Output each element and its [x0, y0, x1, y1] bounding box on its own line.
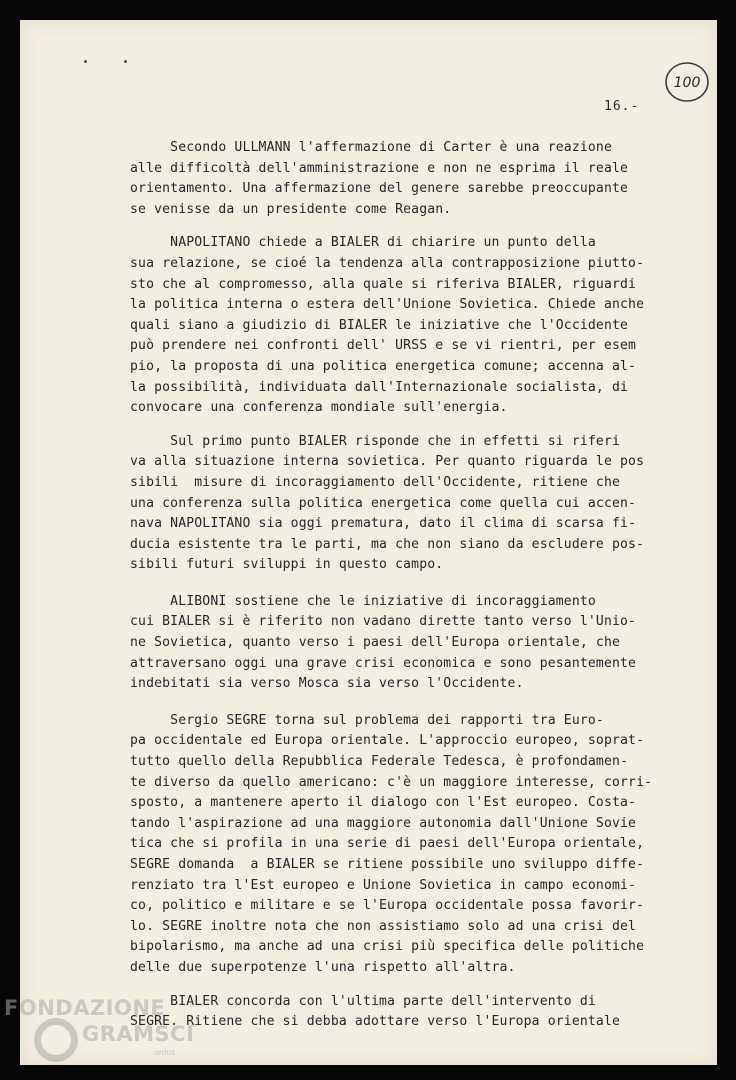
text-line: tutto quello della Repubblica Federale Tedesca, è profondamen- [130, 754, 629, 770]
body-text [130, 138, 670, 1033]
stamp-number: 100 [673, 75, 701, 91]
paragraph [130, 432, 670, 576]
text-line: pa occidentale ed Europa orientale. L'approccio europeo, soprat- [130, 733, 645, 749]
text-line: una conferenza sulla politica energetica come quella cui accen- [130, 495, 637, 511]
text-line: quali siano a giudizio di BIALER le iniziative che l'Occidente [130, 317, 629, 333]
text-line: va alla situazione interna sovietica. Per quanto riguarda le pos [130, 454, 645, 470]
text-line: SEGRE. Ritiene che si debba adottare verso l'Europa orientale [130, 1014, 621, 1030]
paragraph [130, 592, 670, 695]
text-line: può prendere nei confronti dell' URSS e se vi rientri, per esem [130, 338, 637, 354]
paragraph-gap [130, 695, 670, 711]
text-line: Secondo ULLMANN l'affermazione di Carter è una reazione [130, 140, 612, 155]
text-line: Sul primo punto BIALER risponde che in effetti si riferi [130, 433, 621, 449]
paragraph-gap [130, 576, 670, 592]
text-line: nava NAPOLITANO sia oggi prematura, dato il clima di scarsa fi- [130, 516, 637, 532]
page-number: 16.- [604, 99, 640, 114]
text-line: la possibilità, individuata dall'Internazionale socialista, di [130, 379, 629, 395]
text-line: convocare una conferenza mondiale sull'energia. [130, 400, 508, 416]
document-page [20, 20, 717, 1065]
text-line: sibili misure di incoraggiamento dell'Occidente, ritiene che [130, 474, 621, 490]
paragraph [130, 138, 670, 220]
text-line: sua relazione, se cioé la tendenza alla contrapposizione piutto- [130, 255, 645, 271]
punch-marks [84, 60, 134, 66]
text-line: sposto, a mantenere aperto il dialogo con l'Est europeo. Costa- [130, 795, 637, 811]
text-line: orientamento. Una affermazione del genere sarebbe preoccupante [130, 181, 629, 197]
text-line: renziato tra l'Est europeo e Unione Sovietica in campo economi- [130, 877, 637, 893]
text-line: sibili futuri sviluppi in questo campo. [130, 557, 444, 573]
text-line: indebitati sia verso Mosca sia verso l'Occidente. [130, 676, 524, 692]
paragraph [130, 711, 670, 979]
text-line: ne Sovietica, quanto verso i paesi dell'Europa orientale, che [130, 635, 621, 651]
paragraph [130, 992, 670, 1033]
watermark-line-2: GRAMSCI [82, 1022, 195, 1046]
text-line: BIALER concorda con l'ultima parte dell'intervento di [130, 993, 596, 1009]
paragraph-gap [130, 220, 670, 233]
archive-stamp [664, 60, 710, 104]
text-line: ducia esistente tra le parti, ma che non siano da escludere pos- [130, 536, 645, 552]
text-line: te diverso da quello americano: c'è un maggiore interesse, corri- [130, 774, 653, 790]
text-line: SEGRE domanda a BIALER se ritiene possibile uno sviluppo diffe- [130, 857, 645, 872]
text-line: ALIBONI sostiene che le iniziative di incoraggiamento [130, 593, 596, 609]
text-line: la politica interna o estera dell'Unione Sovietica. Chiede anche [130, 297, 645, 313]
paragraph-gap [130, 419, 670, 432]
text-line: co, politico e militare e se l'Europa occidentale possa favorir- [130, 898, 645, 914]
text-line: attraversano oggi una grave crisi economica e sono pesantemente [130, 655, 637, 671]
text-line: lo. SEGRE inoltre nota che non assistiamo solo ad una crisi del [130, 918, 637, 934]
paragraph-gap [130, 979, 670, 992]
text-line: delle due superpotenze l'una rispetto all'altra. [130, 959, 516, 975]
fondazione-gramsci-watermark [4, 996, 204, 1066]
text-line: tando l'aspirazione ad una maggiore autonomia dall'Unione Sovie [130, 815, 637, 831]
text-line: NAPOLITANO chiede a BIALER di chiarire un punto della [130, 235, 596, 251]
watermark-line-3: onlus [154, 1048, 176, 1057]
text-line: pio, la proposta di una politica energetica comune; accenna al- [130, 358, 637, 374]
watermark-logo-icon [34, 1018, 78, 1062]
text-line: tica che si profila in una serie di paesi dell'Europa orientale, [130, 836, 645, 852]
paragraph [130, 233, 670, 418]
text-line: cui BIALER si è riferito non vadano dirette tanto verso l'Unio- [130, 614, 637, 630]
text-line: sto che al compromesso, alla quale si riferiva BIALER, riguardi [130, 276, 637, 292]
text-line: se venisse da un presidente come Reagan. [130, 201, 452, 217]
watermark-line-1: FONDAZIONE [4, 996, 166, 1020]
text-line: Sergio SEGRE torna sul problema dei rapporti tra Euro- [130, 712, 604, 728]
text-line: alle difficoltà dell'amministrazione e non ne esprima il reale [130, 160, 629, 176]
text-line: bipolarismo, ma anche ad una crisi più specifica delle politiche [130, 939, 645, 955]
